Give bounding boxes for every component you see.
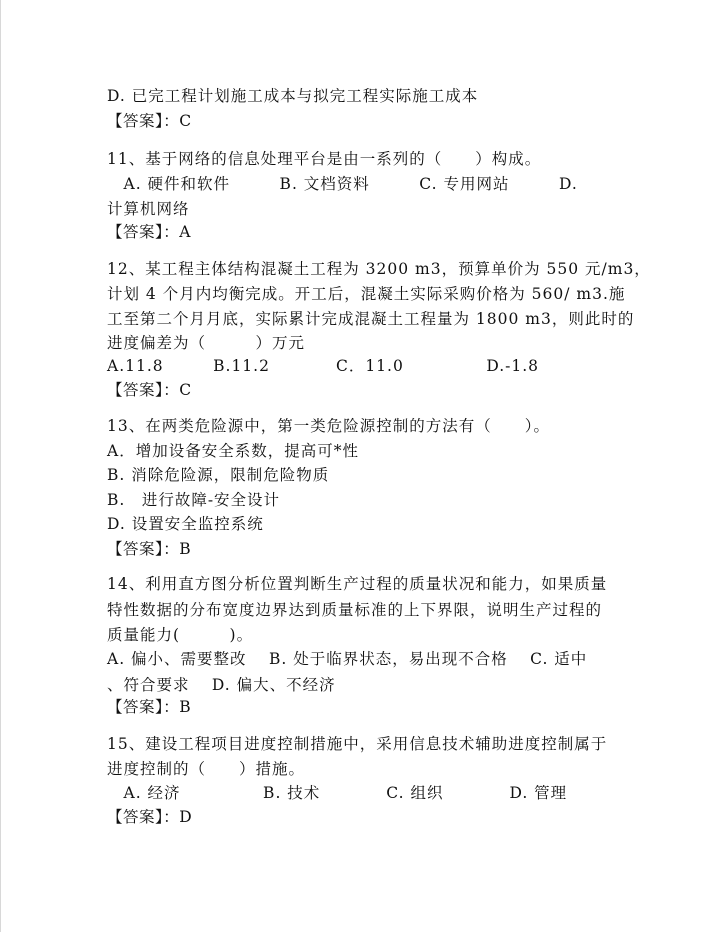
question-11: 11、基于网络的信息处理平台是由一系列的（ ）构成。 (107, 150, 542, 168)
option-line: D. 已完工程计划施工成本与拟完工程实际施工成本 (107, 87, 479, 105)
options-line: A. 偏小、需要整改 B. 处于临界状态，易出现不合格 C. 适中 (107, 650, 588, 668)
options-line: A. 硬件和软件 B. 文档资料 C. 专用网站 D. (107, 175, 578, 193)
answer-line: 【答案】：D (107, 808, 193, 826)
option-line: B. 消除危险源，限制危险物质 (107, 466, 330, 484)
question-13: 13、在两类危险源中，第一类危险源控制的方法有（ ）。 (107, 417, 550, 435)
answer-line: 【答案】：B (107, 540, 192, 558)
answer-line: 【答案】：C (107, 381, 192, 399)
question-12-text: 计划 4 个月内均衡完成。开工后，混凝土实际采购价格为 560/ m3.施 (107, 285, 626, 303)
question-14-text: 质量能力( )。 (107, 626, 254, 644)
option-line: D. 设置安全监控系统 (107, 515, 264, 533)
answer-line: 【答案】：A (107, 223, 191, 241)
question-14: 14、利用直方图分析位置判断生产过程的质量状况和能力，如果质量 (107, 575, 608, 593)
options-line: A. 经济 B. 技术 C. 组织 D. 管理 (107, 784, 568, 802)
question-12-text: 工至第二个月月底，实际累计完成混凝土工程量为 1800 m3，则此时的 (107, 310, 635, 328)
question-14-text: 特性数据的分布宽度边界达到质量标准的上下界限，说明生产过程的 (107, 601, 603, 619)
option-line: B. 进行故障-安全设计 (107, 491, 281, 509)
options-line: 、符合要求 D. 偏大、不经济 (107, 676, 336, 694)
page-edge (0, 0, 1, 932)
question-12-text: 进度偏差为（ ）万元 (107, 334, 306, 352)
options-line: A.11.8 B.11.2 C．11.0 D.-1.8 (107, 357, 540, 375)
options-line: 计算机网络 (107, 200, 190, 218)
option-line: A．增加设备安全系数，提高可*性 (107, 442, 359, 460)
question-15-text: 进度控制的（ ）措施。 (107, 760, 306, 778)
answer-line: 【答案】：B (107, 698, 192, 716)
question-15: 15、建设工程项目进度控制措施中，采用信息技术辅助进度控制属于 (107, 735, 608, 753)
answer-line: 【答案】：C (107, 112, 192, 130)
question-12: 12、某工程主体结构混凝土工程为 3200 m3，预算单价为 550 元/m3， (107, 260, 651, 278)
